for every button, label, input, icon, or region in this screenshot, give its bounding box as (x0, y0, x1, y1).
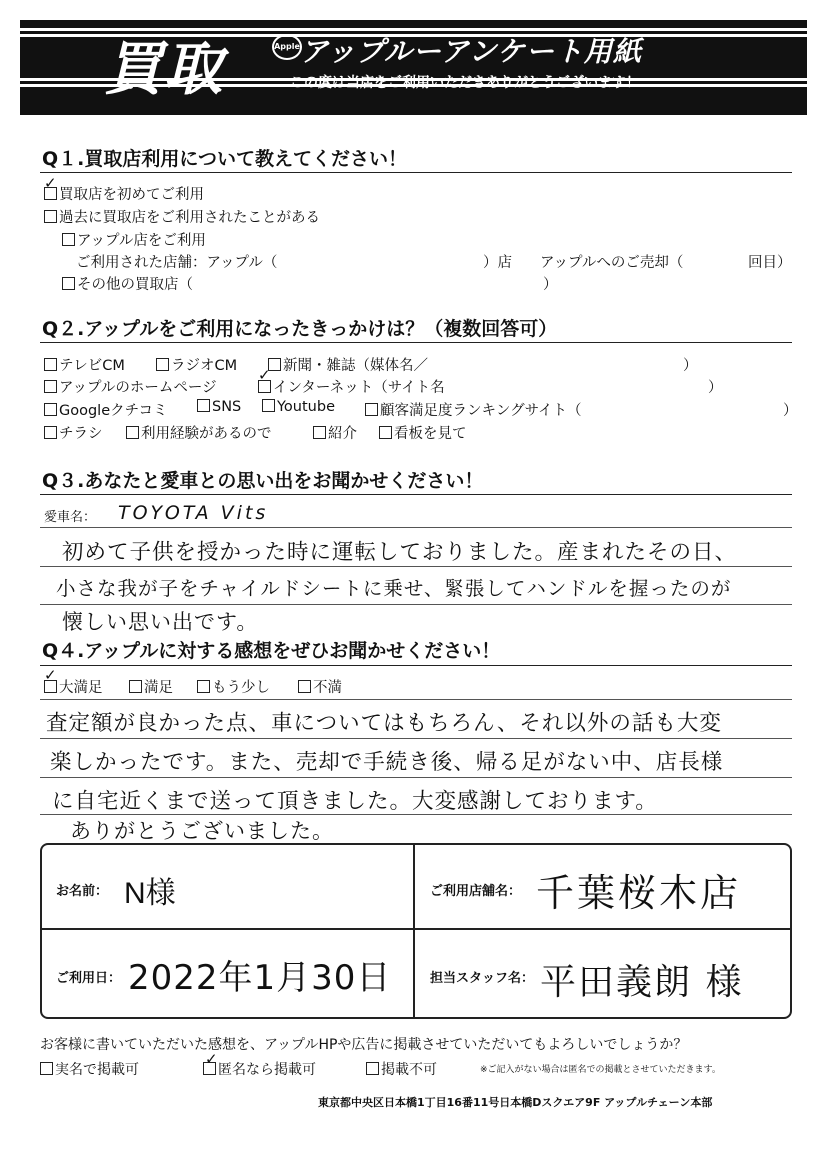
checkbox-icon[interactable] (44, 380, 57, 393)
q1-store-suffix: ）店 (483, 255, 512, 271)
q3-heading: Q３.あなたと愛車との思い出をお聞かせください！ (42, 470, 484, 492)
apple-logo-icon: Apple (272, 34, 302, 60)
q2-option-google[interactable]: Googleクチコミ (44, 399, 168, 420)
checkbox-icon[interactable] (197, 680, 210, 693)
q2-heading: Q２.アップルをご利用になったきっかけは？（複数回答可） (42, 318, 558, 340)
feedback-line-3: に自宅近くまで送って頂きました。大変感謝しております。 (52, 789, 658, 814)
q2-ranking-close: ） (783, 403, 798, 419)
consent-real-name[interactable]: 実名で掲載可 (40, 1059, 139, 1079)
q4-option-dissatisfied[interactable]: 不満 (298, 676, 342, 697)
check-mark-icon: ✓ (44, 666, 57, 684)
checkbox-icon[interactable] (379, 426, 392, 439)
staff-value: 平田義朗 様 (540, 962, 744, 1003)
q2-newspaper-close: ） (683, 358, 698, 374)
q2-option-radio[interactable]: ラジオCM (156, 354, 237, 375)
memory-line-2: 小さな我が子をチャイルドシートに乗せ、緊張してハンドルを握ったのが (56, 577, 732, 600)
checkbox-icon[interactable] (44, 358, 57, 371)
checkbox-icon[interactable] (62, 233, 75, 246)
date-label: ご利用日： (56, 971, 122, 986)
q2-option-ranking[interactable]: 顧客満足度ランキングサイト（ (365, 399, 582, 420)
store-value: 千葉桜木店 (536, 871, 742, 915)
q1-heading: Q１.買取店利用について教えてください！ (42, 148, 407, 170)
checkbox-icon[interactable] (365, 403, 378, 416)
date-value: 2022年1月30日 (128, 958, 392, 998)
checkbox-icon[interactable] (44, 403, 57, 416)
q2-option-internet[interactable]: インターネット（サイト名 (258, 376, 445, 397)
name-label: お名前： (56, 884, 109, 899)
q4-heading: Q４.アップルに対する感想をぜひお聞かせください！ (42, 640, 501, 662)
checkbox-icon[interactable] (40, 1062, 53, 1075)
q1-option-apple[interactable]: アップル店をご利用 (62, 229, 206, 250)
q2-option-signboard[interactable]: 看板を見て (379, 422, 467, 443)
checkbox-icon[interactable] (197, 399, 210, 412)
store-label: ご利用店舗名： (430, 884, 522, 899)
q1-count-suffix: 回目） (748, 255, 792, 271)
q1-option-first-time[interactable]: 買取店を初めてご利用 (44, 183, 204, 204)
consent-note: ※ご記入がない場合は匿名での掲載とさせていただきます。 (480, 1065, 721, 1075)
q1-option-used-before[interactable]: 過去に買取店をご利用されたことがある (44, 206, 320, 227)
q2-option-tv[interactable]: テレビCM (44, 354, 125, 375)
checkbox-icon[interactable] (298, 680, 311, 693)
q1-store-label: ご利用された店舗：アップル（ (76, 255, 278, 271)
memory-line-1: 初めて子供を授かった時に運転しておりました。産まれたその日、 (62, 540, 738, 565)
divider (40, 665, 792, 666)
checkbox-icon[interactable] (44, 210, 57, 223)
checkbox-icon[interactable] (44, 426, 57, 439)
feedback-line-4: ありがとうございました。 (70, 819, 334, 843)
q2-option-referral[interactable]: 紹介 (313, 422, 357, 443)
divider (413, 843, 415, 1017)
checkbox-icon[interactable] (313, 426, 326, 439)
q4-option-satisfied[interactable]: 満足 (129, 676, 173, 697)
q2-internet-close: ） (708, 380, 723, 396)
staff-label: 担当スタッフ名： (430, 971, 535, 986)
divider (40, 928, 792, 930)
consent-question: お客様に書いていただいた感想を、アップルHPや広告に掲載させていただいてもよろしいでしょうか？ (40, 1037, 688, 1053)
q1-option-other[interactable]: その他の買取店（ (62, 273, 193, 294)
divider (40, 172, 792, 173)
q4-option-little[interactable]: もう少し (197, 676, 270, 697)
header-subtitle: この度は当店をご利用いただきありがとうございます！ (290, 75, 640, 91)
q2-option-homepage[interactable]: アップルのホームページ (44, 376, 217, 397)
q2-option-flyer[interactable]: チラシ (44, 422, 103, 443)
q2-option-sns[interactable]: SNS (197, 399, 241, 415)
memory-line-3: 懐しい思い出です。 (62, 610, 259, 634)
checkbox-icon[interactable] (129, 680, 142, 693)
q2-option-experience[interactable]: 利用経験があるので (126, 422, 272, 443)
checkbox-icon[interactable] (62, 277, 75, 290)
divider (40, 494, 792, 495)
checkbox-icon[interactable] (262, 399, 275, 412)
checkbox-icon[interactable] (156, 358, 169, 371)
q1-other-close: ） (543, 277, 558, 293)
footer-address: 東京都中央区日本橋1丁目16番11号日本橋Dスクエア9F アップルチェーン本部 (318, 1096, 713, 1109)
q4-option-very-satisfied[interactable]: 大満足 (44, 676, 103, 697)
divider (40, 342, 792, 343)
feedback-line-1: 査定額が良かった点、車についてはもちろん、それ以外の話も大変 (46, 711, 722, 736)
consent-no[interactable]: 掲載不可 (366, 1059, 437, 1079)
checkbox-icon[interactable] (366, 1062, 379, 1075)
q2-option-youtube[interactable]: Youtube (262, 399, 335, 415)
check-mark-icon: ✓ (205, 1050, 218, 1068)
header-title-main: 買取 (104, 35, 225, 103)
consent-anonymous[interactable]: 匿名なら掲載可 (203, 1059, 316, 1079)
q1-count-label: アップルへのご売却（ (540, 255, 684, 271)
car-name-value: TOYOTA Vits (118, 502, 269, 524)
q2-option-newspaper[interactable]: 新聞・雑誌（媒体名／ (268, 354, 428, 375)
name-value: N様 (124, 877, 176, 910)
header-title: アップルーアンケート用紙 (300, 35, 642, 68)
check-mark-icon: ✓ (258, 366, 271, 384)
feedback-line-2: 楽しかったです。また、売却で手続き後、帰る足がない中、店長様 (50, 750, 724, 775)
car-name-label: 愛車名： (44, 510, 97, 525)
check-mark-icon: ✓ (44, 174, 57, 192)
checkbox-icon[interactable] (126, 426, 139, 439)
